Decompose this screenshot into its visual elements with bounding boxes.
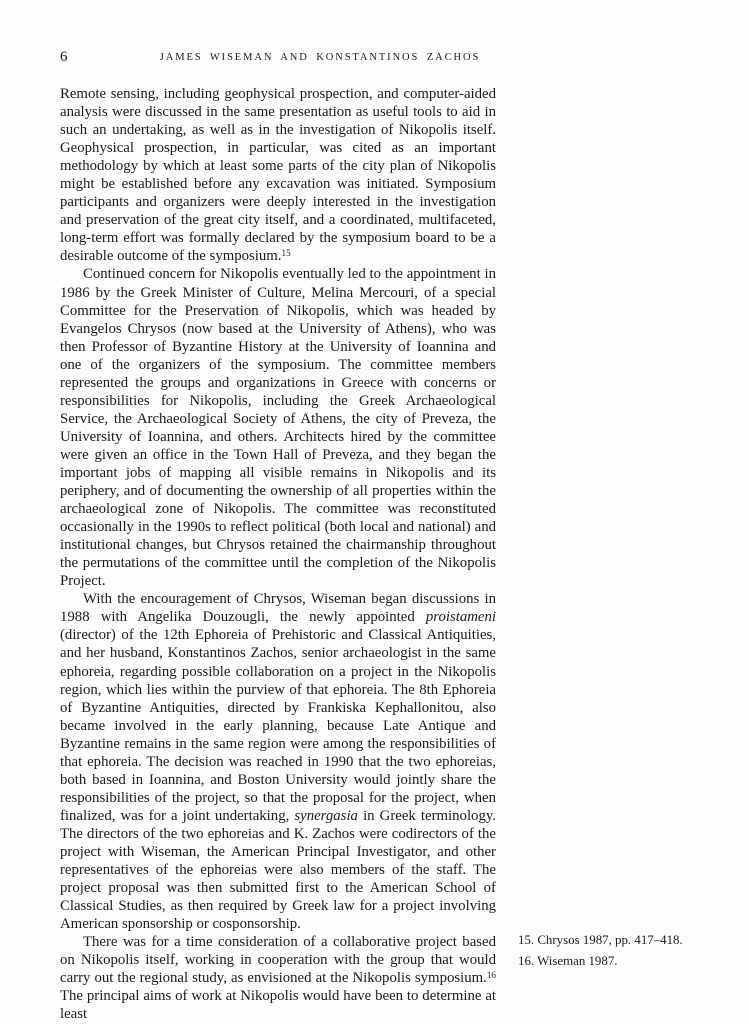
running-head bbox=[60, 50, 580, 68]
italic-term-synergasia: synergasia bbox=[294, 807, 358, 824]
paragraph-2 bbox=[60, 265, 496, 590]
running-header-title: JAMES WISEMAN AND KONSTANTINOS ZACHOS bbox=[159, 52, 481, 63]
paragraph-1 bbox=[60, 85, 496, 265]
footnote-ref-16: 16 bbox=[486, 970, 496, 981]
footnote-16: 16. Wiseman 1987. bbox=[518, 954, 618, 969]
footnote-15: 15. Chrysos 1987, pp. 417–418. bbox=[518, 933, 683, 947]
italic-term-proistameni: proistameni bbox=[425, 609, 496, 626]
footnote-ref-15: 15 bbox=[281, 248, 291, 259]
text-segment: With the encouragement of Chrysos, Wiseman began discussions in 1988 with Angelika Douzougli, the newly appointed bbox=[60, 591, 496, 626]
text-segment: (director) of the 12th Ephoreia of Prehistoric and Classical Antiquities, and her husband, Konstantinos Zachos, senior archaeologist in the same ephoreia, regarding possible collaboration on a project in the Nikopolis region, which lies within the purview of that ephoreia. The 8th Ephoreia of Byzantine Antiquities, directed by Frankiska Kephallonitou, also became involved in the early planning, because Late Antique and Byzantine remains in the same region were among the responsibilities of that ephoreia. The decision was reached in 1990 that the two ephoreias, both based in Ioannina, and Boston University would jointly share the responsibilities of the project, so that the proposal for the project, when finalized, was for a joint undertaking, bbox=[60, 627, 496, 824]
text-segment: Continued concern for Nikopolis eventually led to the appointment in 1986 by the Greek Minister of Culture, Melina Mercouri, of a special Committee for the Preservation of Nikopolis, which was headed by Evangelos Chrysos (now based at the University of Athens), who was then Professor of Byzantine History at the University of Ioannina and one of the organizers of the symposium. The committee members represented the groups and organizations in Greece with concerns or responsibilities for Nikopolis, including the Greek Archaeological Service, the Archaeological Society of Athens, the city of Preveza, the University of Ioannina, and others. Architects hired by the committee were given an office in the Town Hall of Preveza, and they began the important jobs of mapping all visible remains in Nikopolis and its periphery, and of documenting the ownership of all properties within the archaeological zone of Nikopolis. The committee was reconstituted occasionally in the 1990s to reflect political (both local and national) and institutional changes, but Chrysos retained the chairmanship throughout the permutations of the committee until the completion of the Nikopolis Project. bbox=[60, 266, 496, 590]
main-text-column bbox=[60, 85, 496, 1023]
margin-footnotes bbox=[518, 930, 733, 973]
text-segment: The principal aims of work at Nikopolis would have been to determine at least bbox=[60, 988, 496, 1023]
text-segment: There was for a time consideration of a collaborative project based on Nikopolis itself, working in cooperation with the group that would carry out the regional study, as envisioned at the Nikopolis symposium. bbox=[60, 934, 496, 987]
paragraph-3 bbox=[60, 590, 496, 933]
text-segment: Remote sensing, including geophysical prospection, and computer-aided analysis were discussed in the same presentation as useful tools to aid in such an undertaking, as well as in the investigation of Nikopolis itself. Geophysical prospection, in particular, was cited as an important methodology by which at least some parts of the city plan of Nikopolis might be established before any excavation was initiated. Symposium participants and organizers were deeply interested in the investigation and preservation of the great city itself, and a coordinated, multifaceted, long-term effort was formally declared by the symposium board to be a desirable outcome of the symposium. bbox=[60, 86, 496, 265]
text-segment: in Greek terminology. The directors of the two ephoreias and K. Zachos were codirectors of the project with Wiseman, the American Principal Investigator, and other representatives of the ephoreias were also members of the staff. The project proposal was then submitted first to the American School of Classical Studies, as then required by Greek law for a project involving American sponsorship or cosponsorship. bbox=[60, 807, 496, 933]
page-number: 6 bbox=[60, 49, 68, 65]
paragraph-4 bbox=[60, 933, 496, 1023]
